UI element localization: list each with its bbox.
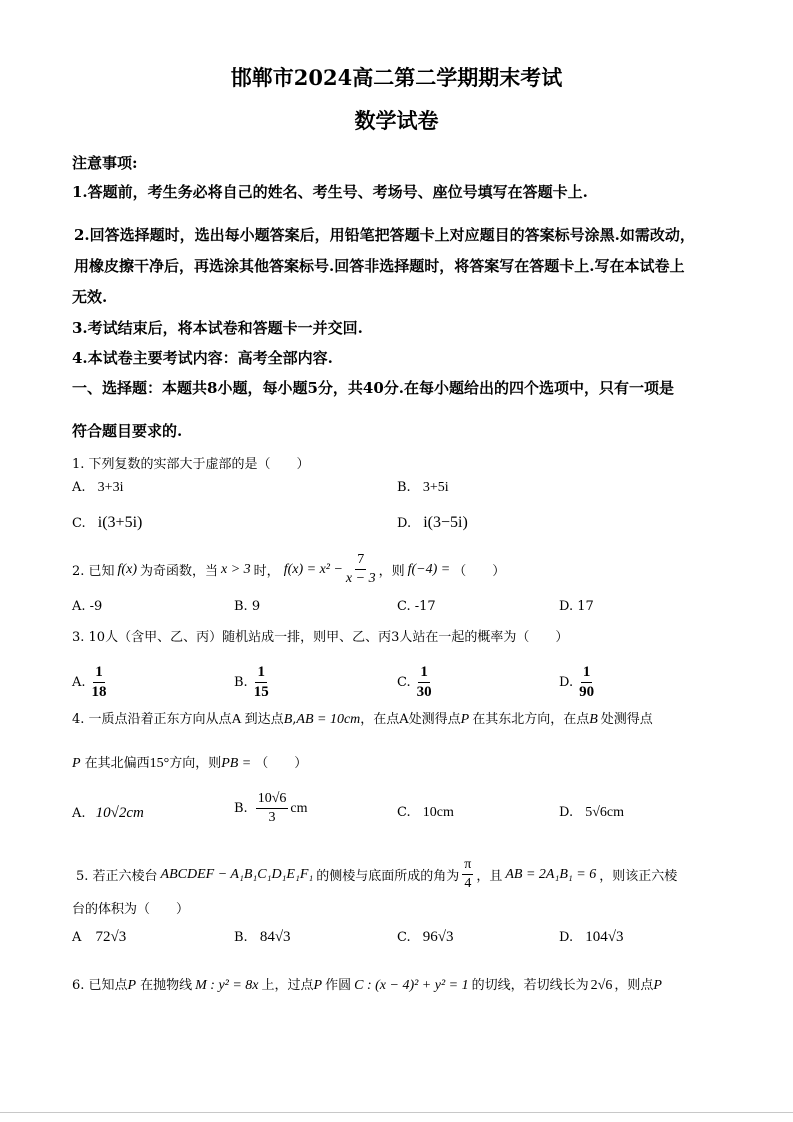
fraction (417, 665, 432, 700)
notes-heading: 注意事项: (72, 154, 138, 172)
stem-text: 在抛物线 (140, 978, 193, 993)
option-label: B. (234, 801, 248, 816)
option-value: i(3−5i) (423, 514, 468, 531)
length-expr: 2√6 (590, 978, 613, 993)
point-label: P (653, 978, 662, 993)
unit: cm (290, 800, 308, 816)
fraction-denominator: 4 (464, 876, 472, 891)
fraction (462, 858, 473, 891)
option-label: C. (397, 675, 411, 690)
question-1-option-b (397, 480, 449, 496)
note-3: 3.考试结束后，将本试卷和答题卡一并交回. (72, 319, 363, 337)
question-5-stem-line-1 (76, 858, 677, 891)
question-3-option-b (234, 665, 269, 700)
option-value: 72√3 (95, 929, 127, 945)
fraction-numerator: 7 (355, 553, 366, 570)
option-value: 84√3 (259, 929, 291, 945)
stem-text: 处测得点 (600, 712, 653, 727)
fraction (579, 665, 594, 700)
question-2-option-b: B. 9 (234, 599, 261, 614)
question-4-option-c (397, 805, 454, 821)
question-5-option-a (72, 929, 126, 946)
question-1-option-c (72, 514, 142, 532)
question-4-stem-line-2 (72, 752, 307, 772)
note-2-line-1: 2.回答选择题时，选出每小题答案后，用铅笔把答题卡上对应题目的答案标号涂黑.如需改动， (74, 226, 695, 244)
fraction-numerator: 1 (93, 665, 105, 683)
option-value: 10√2cm (95, 805, 144, 821)
stem-text: ，则点 (614, 978, 654, 993)
point-label: P (127, 978, 137, 993)
option-label: A. (72, 480, 86, 495)
stem-text: 在其北偏西 (84, 756, 150, 771)
option-label: A (72, 930, 82, 945)
option-label: B. (234, 675, 248, 690)
option-value: 96√3 (422, 929, 454, 945)
asked-expr: PB = (221, 756, 252, 771)
question-3-option-a (72, 665, 107, 700)
stem-text: , (292, 712, 297, 727)
question-2-option-a: A. -9 (72, 599, 103, 614)
solid-expr: ABCDEF − A₁B₁C₁D₁E₁F₁ (160, 866, 314, 882)
note-2-line-3: 无效. (72, 288, 108, 306)
fraction-denominator: 15 (253, 684, 269, 700)
point-label: B (589, 712, 598, 727)
option-label: B. (234, 930, 248, 945)
stem-text: 到达点 (244, 712, 284, 727)
stem-text: ，则 (378, 564, 405, 579)
question-5-option-d (559, 929, 623, 946)
stem-text: 的侧棱与底面所成的角为 (316, 869, 460, 884)
option-value: 104√3 (585, 929, 624, 945)
option-value: 5√6cm (585, 805, 625, 820)
stem-text: ，且 (476, 869, 503, 884)
point-label: B (283, 712, 293, 727)
stem-text: 2. 已知 (72, 564, 115, 579)
fraction (92, 665, 107, 700)
stem-text: 时， (253, 564, 280, 579)
parabola-expr: M : y² = 8x (195, 978, 259, 993)
point-label: P (72, 756, 81, 771)
distance-expr: AB = 10cm (296, 712, 361, 727)
fraction-denominator: 30 (416, 684, 432, 700)
option-value: 10cm (422, 805, 454, 820)
angle-expr: 15° (149, 756, 170, 771)
option-label: D. (559, 805, 574, 820)
note-1: 1.答题前，考生务必将自己的姓名、考生号、考场号、座位号填写在答题卡上. (72, 183, 588, 201)
fraction (346, 553, 376, 586)
fraction-numerator: 1 (418, 665, 430, 683)
fraction-denominator: 18 (91, 684, 107, 700)
stem-text: 为奇函数，当 (139, 564, 218, 579)
question-3-option-d (559, 665, 594, 700)
fraction-numerator: π (462, 858, 473, 875)
option-label: A. (72, 806, 86, 821)
option-label: C. (397, 930, 411, 945)
fraction (254, 665, 269, 700)
exam-title: 邯郸市2024高二第二学期期末考试 (230, 65, 563, 90)
question-4-option-b (234, 792, 307, 825)
section-heading-line-2: 符合题目要求的. (72, 422, 183, 440)
option-label: D. (559, 930, 574, 945)
stem-text: 方向，则 (169, 756, 222, 771)
fraction-denominator: x − 3 (345, 571, 376, 586)
option-label: C. (72, 516, 86, 531)
function-definition: f(x) = x² − (283, 561, 343, 577)
option-value: 3+5i (422, 480, 449, 495)
fraction-numerator: 1 (255, 665, 267, 683)
stem-text: ，在点A处测得点 (360, 712, 461, 727)
question-2-option-d: D. 17 (559, 599, 594, 614)
stem-text: 上，过点 (261, 978, 314, 993)
note-4: 4.本试卷主要考试内容：高考全部内容. (72, 349, 333, 367)
fraction-denominator: 90 (579, 684, 595, 700)
question-6-stem-line-1 (72, 974, 662, 994)
question-3-stem: 3. 10人（含甲、乙、丙）随机站成一排，则甲、乙、丙3人站在一起的概率为（ ） (72, 630, 569, 645)
exam-subtitle: 数学试卷 (354, 108, 439, 133)
question-2-stem (72, 553, 505, 586)
page-bottom-divider (0, 1112, 793, 1113)
option-label: D. (397, 516, 412, 531)
fraction-numerator: 1 (581, 665, 593, 683)
question-1-stem: 1. 下列复数的实部大于虚部的是（ ） (72, 457, 310, 472)
question-4-stem-line-1 (72, 708, 653, 728)
note-2-line-2: 用橡皮擦干净后，再选涂其他答案标号.回答非选择题时，将答案写在答题卡上.写在本试卷上 (74, 257, 685, 275)
fraction (256, 792, 289, 825)
question-2-option-c: C. -17 (397, 599, 436, 614)
circle-expr: C : (x − 4)² + y² = 1 (354, 978, 469, 993)
point-label: P (313, 978, 323, 993)
option-label: A. (72, 675, 86, 690)
question-4-option-d (559, 805, 624, 821)
asked-expr: f(−4) = (407, 561, 451, 577)
point-label: A (231, 712, 242, 727)
question-5-stem-line-2: 台的体积为（ ） (72, 902, 190, 917)
question-5-option-c (397, 929, 454, 946)
fraction-denominator: 3 (268, 810, 276, 825)
option-label: C. (397, 805, 411, 820)
question-1-option-a (72, 480, 123, 496)
stem-text: 的切线，若切线长为 (471, 978, 589, 993)
function-expr: f(x) (117, 561, 137, 577)
condition-expr: AB = 2A₁B₁ = 6 (505, 866, 597, 882)
stem-text: （ ） (453, 564, 506, 579)
fraction-numerator: 10√6 (256, 792, 289, 809)
option-value: 3+3i (97, 480, 124, 495)
stem-text: 5. 若正六棱台 (76, 869, 158, 884)
stem-text: （ ） (255, 756, 308, 771)
option-label: B. (397, 480, 411, 495)
stem-text: 作圆 (325, 978, 352, 993)
option-label: D. (559, 675, 574, 690)
section-heading-line-1: 一、选择题：本题共8小题，每小题5分，共40分.在每小题给出的四个选项中，只有一项是 (72, 379, 674, 397)
condition-expr: x > 3 (221, 561, 251, 577)
stem-text: ，则该正六棱 (599, 869, 678, 884)
stem-text: 在其东北方向，在点 (472, 712, 590, 727)
point-label: P (460, 712, 470, 727)
question-4-option-a (72, 805, 144, 822)
question-5-option-b (234, 929, 291, 946)
stem-text: 6. 已知点 (72, 978, 128, 993)
question-1-option-d (397, 514, 468, 532)
stem-text: 4. 一质点沿着正东方向从点 (72, 712, 232, 727)
option-value: i(3+5i) (97, 514, 143, 531)
question-3-option-c (397, 665, 432, 700)
